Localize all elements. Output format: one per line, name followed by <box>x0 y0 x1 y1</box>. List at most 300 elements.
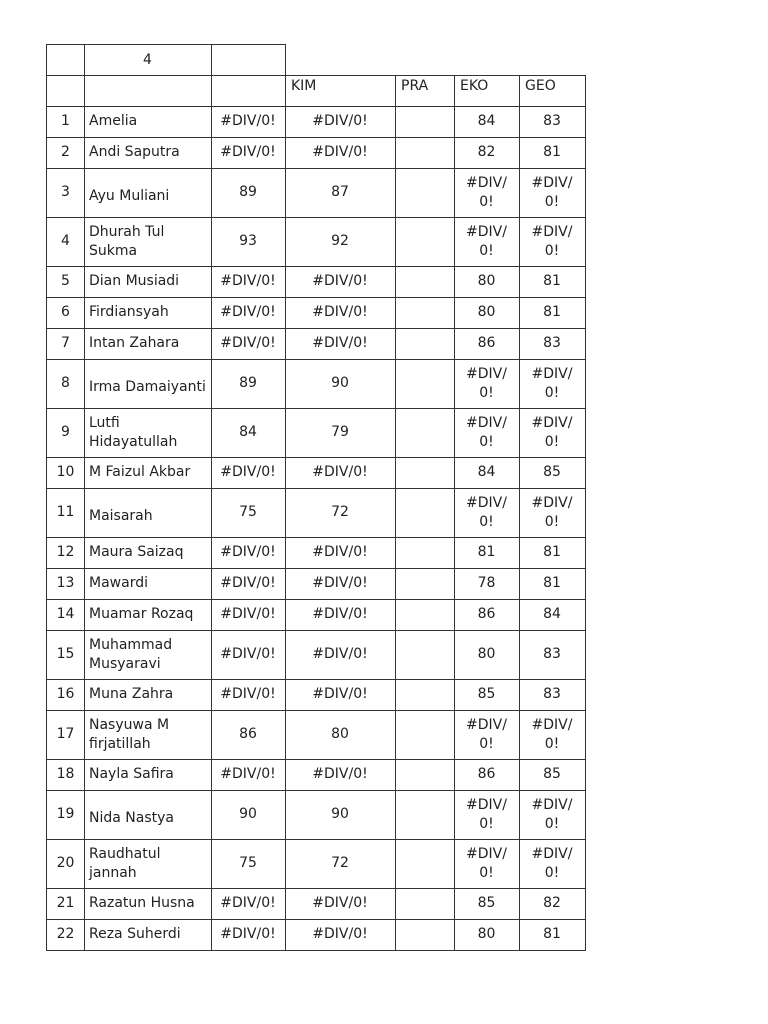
score-kim[interactable] <box>285 106 396 138</box>
score-geo-text: 81 <box>543 304 561 320</box>
score-pra[interactable] <box>395 457 455 489</box>
header-geo-text: GEO <box>525 78 556 94</box>
row-number[interactable] <box>46 457 85 489</box>
student-name-text: Muhammad Musyaravi <box>89 636 173 672</box>
score-geo[interactable] <box>519 839 586 889</box>
score-kim[interactable] <box>285 359 396 409</box>
row-number-text: 4 <box>61 233 70 249</box>
score-kim-text: 79 <box>331 424 349 440</box>
score-geo-text: 82 <box>543 895 561 911</box>
student-name-text: Mawardi <box>89 575 148 591</box>
score-col-1-text: 75 <box>239 855 257 871</box>
score-kim[interactable] <box>285 679 396 711</box>
score-kim-text: #DIV/0! <box>312 464 368 480</box>
score-kim-text: #DIV/0! <box>312 144 368 160</box>
score-eko-text: 81 <box>477 544 496 560</box>
score-geo[interactable] <box>519 137 586 169</box>
score-eko[interactable] <box>454 457 520 489</box>
score-geo[interactable] <box>519 297 586 329</box>
row-number-text: 9 <box>61 424 70 440</box>
row-number[interactable] <box>46 408 85 458</box>
header-blank-no[interactable] <box>46 75 85 107</box>
score-eko[interactable] <box>454 359 520 409</box>
student-name[interactable] <box>84 710 212 760</box>
score-kim-text: #DIV/0! <box>312 304 368 320</box>
score-eko[interactable] <box>454 106 520 138</box>
cell-top-blank-a[interactable] <box>46 44 85 76</box>
score-eko[interactable] <box>454 137 520 169</box>
student-name-text: Amelia <box>89 113 138 129</box>
score-col-1[interactable] <box>211 568 286 600</box>
score-geo[interactable] <box>519 537 586 569</box>
score-eko[interactable] <box>454 168 520 218</box>
row-number[interactable] <box>46 488 85 538</box>
header-kim[interactable] <box>285 75 396 107</box>
score-col-1[interactable] <box>211 266 286 298</box>
score-col-1-text: #DIV/0! <box>220 304 276 320</box>
score-kim[interactable] <box>285 457 396 489</box>
row-number-text: 2 <box>61 144 70 160</box>
score-geo-text: 83 <box>543 686 561 702</box>
score-pra[interactable] <box>395 537 455 569</box>
score-pra[interactable] <box>395 359 455 409</box>
row-number[interactable] <box>46 679 85 711</box>
score-kim[interactable] <box>285 790 396 840</box>
score-pra[interactable] <box>395 679 455 711</box>
score-col-1-text: #DIV/0! <box>220 926 276 942</box>
score-pra[interactable] <box>395 839 455 889</box>
score-col-1-text: #DIV/0! <box>220 273 276 289</box>
score-col-1-text: #DIV/0! <box>220 464 276 480</box>
score-kim[interactable] <box>285 408 396 458</box>
score-geo[interactable] <box>519 630 586 680</box>
score-geo-text: 85 <box>543 464 561 480</box>
score-kim-text: #DIV/0! <box>312 113 368 129</box>
row-number-text: 8 <box>61 375 70 391</box>
row-number-text: 6 <box>61 304 70 320</box>
score-col-1-text: 93 <box>239 233 257 249</box>
score-eko-text: #DIV/ 0! <box>466 174 507 210</box>
score-pra[interactable] <box>395 137 455 169</box>
score-kim-text: #DIV/0! <box>312 575 368 591</box>
student-name[interactable] <box>84 266 212 298</box>
score-pra[interactable] <box>395 599 455 631</box>
header-geo[interactable] <box>519 75 586 107</box>
score-kim[interactable] <box>285 888 396 920</box>
row-number[interactable] <box>46 297 85 329</box>
score-geo-text: #DIV/ 0! <box>531 716 573 752</box>
score-col-1-text: 75 <box>239 504 257 520</box>
score-geo-text: 81 <box>543 926 561 942</box>
score-kim-text: #DIV/0! <box>312 686 368 702</box>
row-number[interactable] <box>46 839 85 889</box>
score-kim[interactable] <box>285 919 396 951</box>
score-geo[interactable] <box>519 266 586 298</box>
student-name[interactable] <box>84 790 212 840</box>
student-name-text: Dhurah Tul Sukma <box>89 223 165 259</box>
score-kim-text: 80 <box>331 726 349 742</box>
row-number-text: 15 <box>56 646 75 662</box>
score-eko-text: #DIV/ 0! <box>466 845 507 881</box>
score-col-1[interactable] <box>211 328 286 360</box>
header-pra-text: PRA <box>401 78 429 94</box>
score-eko-text: #DIV/ 0! <box>466 494 507 530</box>
score-pra[interactable] <box>395 266 455 298</box>
score-pra[interactable] <box>395 328 455 360</box>
score-eko-text: 86 <box>477 335 496 351</box>
score-col-1[interactable] <box>211 457 286 489</box>
score-eko-text: 85 <box>477 895 496 911</box>
student-name[interactable] <box>84 457 212 489</box>
student-name[interactable] <box>84 839 212 889</box>
score-kim[interactable] <box>285 328 396 360</box>
score-geo[interactable] <box>519 888 586 920</box>
row-number-text: 20 <box>56 855 75 871</box>
score-eko[interactable] <box>454 328 520 360</box>
score-geo-text: 83 <box>543 646 561 662</box>
score-eko[interactable] <box>454 790 520 840</box>
score-kim-text: 87 <box>331 184 349 200</box>
score-kim[interactable] <box>285 488 396 538</box>
score-geo[interactable] <box>519 790 586 840</box>
cell-top-blank-b[interactable] <box>211 44 286 76</box>
score-col-1[interactable] <box>211 488 286 538</box>
score-pra[interactable] <box>395 759 455 791</box>
score-geo-text: #DIV/ 0! <box>531 223 573 259</box>
row-number[interactable] <box>46 630 85 680</box>
score-kim[interactable] <box>285 710 396 760</box>
score-col-1-text: #DIV/0! <box>220 575 276 591</box>
score-col-1-text: #DIV/0! <box>220 544 276 560</box>
row-number-text: 12 <box>56 544 75 560</box>
student-name-text: Lutfi Hidayatullah <box>89 414 178 450</box>
row-number[interactable] <box>46 790 85 840</box>
cell-top-label[interactable] <box>84 44 212 76</box>
score-kim-text: 90 <box>331 375 349 391</box>
score-kim[interactable] <box>285 839 396 889</box>
score-col-1-text: #DIV/0! <box>220 144 276 160</box>
score-col-1[interactable] <box>211 919 286 951</box>
row-number[interactable] <box>46 759 85 791</box>
score-col-1[interactable] <box>211 888 286 920</box>
header-kim-text: KIM <box>291 78 317 94</box>
score-eko-text: #DIV/ 0! <box>466 223 507 259</box>
score-col-1-text: 89 <box>239 375 257 391</box>
score-col-1-text: 89 <box>239 184 257 200</box>
score-col-1[interactable] <box>211 759 286 791</box>
score-pra[interactable] <box>395 297 455 329</box>
score-eko-text: #DIV/ 0! <box>466 365 507 401</box>
score-col-1[interactable] <box>211 679 286 711</box>
score-geo-text: #DIV/ 0! <box>531 174 573 210</box>
score-eko[interactable] <box>454 888 520 920</box>
score-pra[interactable] <box>395 888 455 920</box>
score-pra[interactable] <box>395 106 455 138</box>
student-name-text: Razatun Husna <box>89 895 195 911</box>
student-name[interactable] <box>84 630 212 680</box>
score-geo[interactable] <box>519 710 586 760</box>
student-name-text: Maisarah <box>89 508 153 524</box>
row-number[interactable] <box>46 710 85 760</box>
score-eko-text: #DIV/ 0! <box>466 796 507 832</box>
student-name[interactable] <box>84 359 212 409</box>
score-geo[interactable] <box>519 217 586 267</box>
row-number-text: 21 <box>56 895 75 911</box>
score-col-1[interactable] <box>211 537 286 569</box>
score-geo[interactable] <box>519 759 586 791</box>
score-eko[interactable] <box>454 630 520 680</box>
row-number-text: 14 <box>56 606 75 622</box>
student-name-text: Muamar Rozaq <box>89 606 194 622</box>
score-eko[interactable] <box>454 679 520 711</box>
score-geo-text: #DIV/ 0! <box>531 494 573 530</box>
score-eko-text: 80 <box>477 926 496 942</box>
score-geo[interactable] <box>519 568 586 600</box>
header-pra[interactable] <box>395 75 455 107</box>
score-col-1[interactable] <box>211 106 286 138</box>
score-col-1[interactable] <box>211 297 286 329</box>
score-kim-text: #DIV/0! <box>312 273 368 289</box>
score-eko-text: #DIV/ 0! <box>466 716 507 752</box>
student-name-text: M Faizul Akbar <box>89 464 191 480</box>
score-col-1-text: #DIV/0! <box>220 646 276 662</box>
score-kim[interactable] <box>285 537 396 569</box>
student-name-text: Nida Nastya <box>89 810 174 826</box>
score-pra[interactable] <box>395 488 455 538</box>
row-number-text: 11 <box>56 504 75 520</box>
score-col-1[interactable] <box>211 839 286 889</box>
score-eko[interactable] <box>454 266 520 298</box>
score-col-1[interactable] <box>211 710 286 760</box>
row-number[interactable] <box>46 359 85 409</box>
score-geo[interactable] <box>519 359 586 409</box>
row-number-text: 16 <box>56 686 75 702</box>
score-eko-text: 80 <box>477 646 496 662</box>
score-col-1[interactable] <box>211 217 286 267</box>
student-name-text: Intan Zahara <box>89 335 180 351</box>
student-name[interactable] <box>84 488 212 538</box>
row-number[interactable] <box>46 106 85 138</box>
student-name[interactable] <box>84 888 212 920</box>
score-col-1[interactable] <box>211 168 286 218</box>
row-number[interactable] <box>46 168 85 218</box>
student-name-text: Irma Damaiyanti <box>89 379 206 395</box>
score-geo-text: #DIV/ 0! <box>531 796 573 832</box>
score-geo-text: 81 <box>543 144 561 160</box>
score-kim-text: 90 <box>331 806 349 822</box>
score-kim-text: #DIV/0! <box>312 335 368 351</box>
row-number[interactable] <box>46 137 85 169</box>
score-pra[interactable] <box>395 630 455 680</box>
score-col-1-text: 86 <box>239 726 257 742</box>
score-geo-text: 83 <box>543 113 561 129</box>
student-name[interactable] <box>84 106 212 138</box>
score-eko-text: 80 <box>477 304 496 320</box>
score-pra[interactable] <box>395 710 455 760</box>
row-number-text: 10 <box>56 464 75 480</box>
student-name-text: Reza Suherdi <box>89 926 181 942</box>
score-geo-text: #DIV/ 0! <box>531 365 573 401</box>
score-pra[interactable] <box>395 168 455 218</box>
score-kim-text: 72 <box>331 504 349 520</box>
row-number[interactable] <box>46 266 85 298</box>
score-eko-text: #DIV/ 0! <box>466 414 507 450</box>
score-geo-text: #DIV/ 0! <box>531 414 573 450</box>
score-kim[interactable] <box>285 599 396 631</box>
score-kim-text: #DIV/0! <box>312 895 368 911</box>
score-eko[interactable] <box>454 759 520 791</box>
score-col-1[interactable] <box>211 630 286 680</box>
student-name[interactable] <box>84 137 212 169</box>
student-name[interactable] <box>84 408 212 458</box>
score-kim[interactable] <box>285 568 396 600</box>
score-pra[interactable] <box>395 408 455 458</box>
score-geo-text: 85 <box>543 766 561 782</box>
score-eko[interactable] <box>454 919 520 951</box>
score-eko[interactable] <box>454 297 520 329</box>
score-kim-text: #DIV/0! <box>312 766 368 782</box>
score-eko[interactable] <box>454 710 520 760</box>
row-number-text: 19 <box>56 806 75 822</box>
score-col-1-text: 84 <box>239 424 257 440</box>
header-eko[interactable] <box>454 75 520 107</box>
score-kim[interactable] <box>285 168 396 218</box>
score-geo-text: #DIV/ 0! <box>531 845 573 881</box>
score-geo[interactable] <box>519 457 586 489</box>
score-pra[interactable] <box>395 919 455 951</box>
score-kim-text: #DIV/0! <box>312 926 368 942</box>
score-col-1[interactable] <box>211 790 286 840</box>
student-name-text: Nasyuwa M firjatillah <box>89 716 170 752</box>
header-blank-name[interactable] <box>84 75 212 107</box>
student-name-text: Raudhatul jannah <box>89 845 161 881</box>
score-eko-text: 82 <box>477 144 496 160</box>
student-name[interactable] <box>84 217 212 267</box>
score-col-1-text: #DIV/0! <box>220 766 276 782</box>
score-col-1[interactable] <box>211 359 286 409</box>
student-name[interactable] <box>84 679 212 711</box>
score-col-1-text: #DIV/0! <box>220 895 276 911</box>
score-geo-text: 81 <box>543 544 561 560</box>
row-number-text: 13 <box>56 575 75 591</box>
student-name[interactable] <box>84 919 212 951</box>
score-eko-text: 80 <box>477 273 496 289</box>
score-geo[interactable] <box>519 679 586 711</box>
row-number-text: 5 <box>61 273 70 289</box>
student-name-text: Nayla Safira <box>89 766 174 782</box>
score-kim[interactable] <box>285 759 396 791</box>
score-geo-text: 81 <box>543 575 561 591</box>
score-col-1[interactable] <box>211 408 286 458</box>
score-kim[interactable] <box>285 217 396 267</box>
score-pra[interactable] <box>395 790 455 840</box>
student-name[interactable] <box>84 537 212 569</box>
header-eko-text: EKO <box>460 78 489 94</box>
score-col-1[interactable] <box>211 599 286 631</box>
student-name[interactable] <box>84 328 212 360</box>
score-eko-text: 85 <box>477 686 496 702</box>
score-geo-text: 84 <box>543 606 561 622</box>
score-eko[interactable] <box>454 537 520 569</box>
student-name-text: Ayu Muliani <box>89 188 170 204</box>
student-name[interactable] <box>84 297 212 329</box>
score-kim[interactable] <box>285 630 396 680</box>
score-eko-text: 86 <box>477 606 496 622</box>
row-number[interactable] <box>46 217 85 267</box>
row-number-text: 17 <box>56 726 75 742</box>
score-geo[interactable] <box>519 599 586 631</box>
score-col-1-text: 90 <box>239 806 257 822</box>
header-blank-c1[interactable] <box>211 75 286 107</box>
score-eko-text: 86 <box>477 766 496 782</box>
cell-top-label-text: 4 <box>143 51 152 68</box>
score-eko[interactable] <box>454 599 520 631</box>
score-kim-text: #DIV/0! <box>312 646 368 662</box>
score-col-1-text: #DIV/0! <box>220 113 276 129</box>
score-geo[interactable] <box>519 106 586 138</box>
row-number-text: 1 <box>61 113 70 129</box>
score-col-1-text: #DIV/0! <box>220 335 276 351</box>
row-number[interactable] <box>46 888 85 920</box>
score-col-1[interactable] <box>211 137 286 169</box>
score-kim[interactable] <box>285 297 396 329</box>
score-eko-text: 84 <box>477 464 496 480</box>
score-geo[interactable] <box>519 328 586 360</box>
row-number[interactable] <box>46 919 85 951</box>
student-name-text: Maura Saizaq <box>89 544 184 560</box>
score-geo-text: 81 <box>543 273 561 289</box>
score-kim-text: 92 <box>331 233 349 249</box>
score-kim[interactable] <box>285 266 396 298</box>
score-geo[interactable] <box>519 408 586 458</box>
student-name-text: Dian Musiadi <box>89 273 180 289</box>
score-geo-text: 83 <box>543 335 561 351</box>
row-number[interactable] <box>46 328 85 360</box>
score-kim-text: #DIV/0! <box>312 544 368 560</box>
student-name[interactable] <box>84 599 212 631</box>
score-geo[interactable] <box>519 488 586 538</box>
row-number-text: 18 <box>56 766 75 782</box>
score-col-1-text: #DIV/0! <box>220 606 276 622</box>
score-kim-text: 72 <box>331 855 349 871</box>
student-name[interactable] <box>84 568 212 600</box>
score-eko[interactable] <box>454 839 520 889</box>
student-name-text: Firdiansyah <box>89 304 169 320</box>
student-name-text: Muna Zahra <box>89 686 174 702</box>
row-number[interactable] <box>46 599 85 631</box>
score-pra[interactable] <box>395 568 455 600</box>
score-geo[interactable] <box>519 919 586 951</box>
student-name[interactable] <box>84 759 212 791</box>
score-geo[interactable] <box>519 168 586 218</box>
score-eko[interactable] <box>454 568 520 600</box>
score-pra[interactable] <box>395 217 455 267</box>
row-number[interactable] <box>46 537 85 569</box>
row-number-text: 3 <box>61 184 70 200</box>
score-kim-text: #DIV/0! <box>312 606 368 622</box>
score-kim[interactable] <box>285 137 396 169</box>
score-eko[interactable] <box>454 217 520 267</box>
spreadsheet-table <box>46 44 586 962</box>
student-name-text: Andi Saputra <box>89 144 180 160</box>
score-eko[interactable] <box>454 488 520 538</box>
score-eko-text: 78 <box>477 575 496 591</box>
row-number[interactable] <box>46 568 85 600</box>
student-name[interactable] <box>84 168 212 218</box>
score-eko[interactable] <box>454 408 520 458</box>
row-number-text: 7 <box>61 335 70 351</box>
score-col-1-text: #DIV/0! <box>220 686 276 702</box>
